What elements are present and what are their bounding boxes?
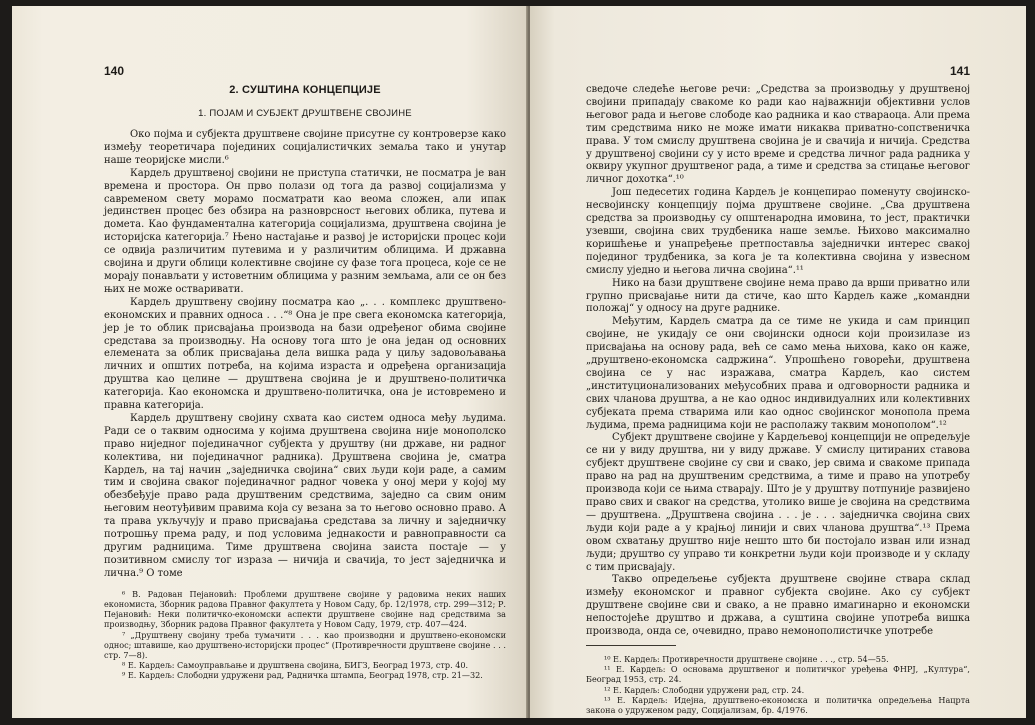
right-page-number: 141 bbox=[949, 64, 970, 78]
footnote: ¹² Е. Кардељ: Слободни удружени рад, стр. 24. bbox=[604, 684, 805, 695]
footnote: ⁸ Е. Кардељ: Самоуправљање и друштвена својина, БИГЗ, Београд 1973, стр. 40. bbox=[122, 660, 469, 671]
footnote: ¹¹ Е. Кардељ: О основама друштвеног и политичког уређења ФНРЈ, „Култура“, Београд 1953, стр. 24. bbox=[586, 664, 970, 685]
right-page bbox=[530, 6, 1026, 718]
left-paragraph: Кардељ друштвену својину посматра као „. . . комплекс друштвено-економских и правних односа . . .“⁸ Она је пре свега економска категорија, јер је то облик присвајања производа на бази одређеног обима својине средстава за производњу. На основу тога што је она један од основних елемената за облик присвајања дела вишка рада у циљу задовољавања личних и општих потреба, на којима израста и одређена организација друштва као целине — друштвена својина је и друштвено-политичка категорија. Као економска и друштвено-политичка, она је истовремено и правна категорија. bbox=[104, 296, 506, 412]
footnote-rule bbox=[586, 645, 676, 646]
footnote: ⁹ Е. Кардељ: Слободни удружени рад, Радничка штампа, Београд 1978, стр. 21—32. bbox=[122, 670, 483, 681]
right-footnotes bbox=[586, 654, 970, 715]
right-paragraph: Субјект друштвене својине у Кардељевој концепцији не опредељује се ни у виду друштва, ни у виду државе. У смислу цитираних ставова субјект друштвене својине су сви и свако, јер свима и свакоме припада право на рад на друштвеним средствима, а тиме и право на употребу производа који се њима стварају. Што је у друштву потпуније развијено право свих и сваког на средства, утолико више је својина на средствима — друштвена. „Друштвена својина . . . је . . . заједничка својина свих људи који раде а у крајњој линији и свих чланова друштва“.¹³ Према овом схватању друштво није нешто што би постојало изван или изнад људи; друштво су управо ти конкретни људи који производе и у складу с тим присвајају. bbox=[586, 432, 970, 573]
footnote: ⁷ „Друштвену својину треба тумачити . . . као производни и друштвено-економски однос; штавише, као друштвено-историјски процес“ (Противречности друштвене својине . . . стр. 7—8). bbox=[104, 629, 506, 660]
right-paragraph: Међутим, Кардељ сматра да се тиме не укида и сам принцип својине, не укидају се они својински односи који произилазе из присвајања на основу рада, већ се само мења њихова, како он каже, „друштвено-економска садржина“. Упрошћено говорећи, друштвена својина се у нас изражава, сматра Кардељ, као систем „институционализованих међусобних права и одговорности радника и свих чланова друштва, а не као однос индивидуалних или колективних субјеката према стварима или као однос својинског монопола према људима, према радницима који не располажу таквим монополом“.¹² bbox=[586, 316, 970, 431]
right-body bbox=[586, 84, 970, 639]
left-footnotes bbox=[104, 589, 506, 681]
footnote: ⁶ В. Радован Пејановић: Проблеми друштвене својине у радовима неких наших економиста, Зборник радова Правног факултета у Новом Саду, бр. 12/1978, стр. 299—312; Р. Пејановић: Неки политичко-економски аспекти друштвене својине над средствима за производњу, Зборник радова Правног факултета у Новом Саду, 1979, стр. 407—424. bbox=[104, 588, 506, 630]
left-paragraph: Кардељ друштвену својину схвата као систем односа међу људима. Ради се о таквим односима у којима друштвена својина није монополско право ниједног појединачног субјекта у друштву (ни државе, ни радног колектива, ни појединачног радника). Друштвена својина је, сматра Кардељ, на тај начин „заједничка својина“ свих људи који раде, а самим тим и својина сваког појединачног радног човека у оној мери у којој му обезбеђује право рада друштвеним средствима, заједно са свим оним његовим неотуђивим правима која су везана за то његово основно право. А та права укључују и право присвајања средстава за личну и заједничку потрошњу према раду, и под условима једнакости и равноправности са другим радницима. Тиме друштвена својина заиста постаје — у позитивном смислу тог израза — ничија и свачија, то јест заједничка и лична.⁹ О томе bbox=[104, 412, 506, 579]
right-paragraph: Такво опредељење субјекта друштвене својине ствара склад између економског и правног субјекта својине. Ако су субјект друштвене својине сви и свако, а не правно имагинарно и економски непостојеће друштво и држава, а суштина својине употреба вишка производа, онда се, очевидно, право немонополистичке употребе bbox=[586, 574, 970, 638]
subsection-title: 1. ПОЈАМ И СУБЈЕКТ ДРУШТВЕНЕ СВОЈИНЕ bbox=[198, 108, 412, 119]
left-page bbox=[12, 6, 528, 718]
footnote: ¹⁰ Е. Кардељ: Противречности друштвене својине . . ., стр. 54—55. bbox=[604, 653, 889, 664]
footnote: ¹³ Е. Кардељ: Идејна, друштвено-економска и политичка опредељења Нацрта закона о удруженом раду, Социјализам, бр. 4/1976. bbox=[586, 694, 970, 715]
right-paragraph: Нико на бази друштвене својине нема право да врши приватно или групно присвајање нити да стиче, као што Кардељ каже „командни положај“ у односу на друге раднике. bbox=[586, 277, 970, 315]
left-paragraph: Кардељ друштвеној својини не приступа статички, не посматра је ван времена и простора. Он прво полази од тога да развој социјализма у савременом свету морамо посматрати као веома сложен, али ипак јединствен процес без обзира на разноврсност његових облика, путева и домета. Као фундаментална категорија социјализма, друштвена својина је историјска категорија.⁷ Њено настајање и развој је историјски процес који се одвија различитим путевима и у различитим облицима. И државна својина и други облици колективне својине су фазе тога процеса, које се не морају понављати у истоветним облицима у разним земљама, али се он без њих не може остваривати. bbox=[104, 167, 506, 295]
section-title: 2. СУШТИНА КОНЦЕПЦИЈЕ bbox=[229, 84, 381, 96]
left-paragraph: Око појма и субјекта друштвене својине присутне су контроверзе како између теоретичара појединих социјалистичких земаља тако и унутар наше теоријске мисли.⁶ bbox=[104, 129, 506, 166]
left-page-number: 140 bbox=[104, 64, 125, 78]
right-paragraph: сведоче следеће његове речи: „Средства за производњу у друштвеној својини припадају свакоме ко ради као најважнији објективни услов његовог рада и његове слободе као радника и као ствараоца. Али према тим средствима нико не може имати никаква приватно-сопственичка права. У том смислу друштвена својина је и свачија и ничија. Средства у друштвеној својини су у исто време и средства личног рада радника у оквиру укупног друштвеног рада, а тиме и средства за стицање његовог личног дохотка“.¹⁰ bbox=[586, 84, 970, 186]
right-paragraph: Још педесетих година Кардељ је концепирао поменуту својинско-несвојинску концепцију појма друштвене својине. „Сва друштвена средства за производњу су општенародна имовина, то јест, практички узевши, својина свих трудбеника наше земље. Њихово максимално коришћење и унапређење претпоставља заједнички интерес свакој појединог трудбеника, за кога је та колективна својина у извесном смислу уједно и његова лична својина“.¹¹ bbox=[586, 187, 970, 276]
